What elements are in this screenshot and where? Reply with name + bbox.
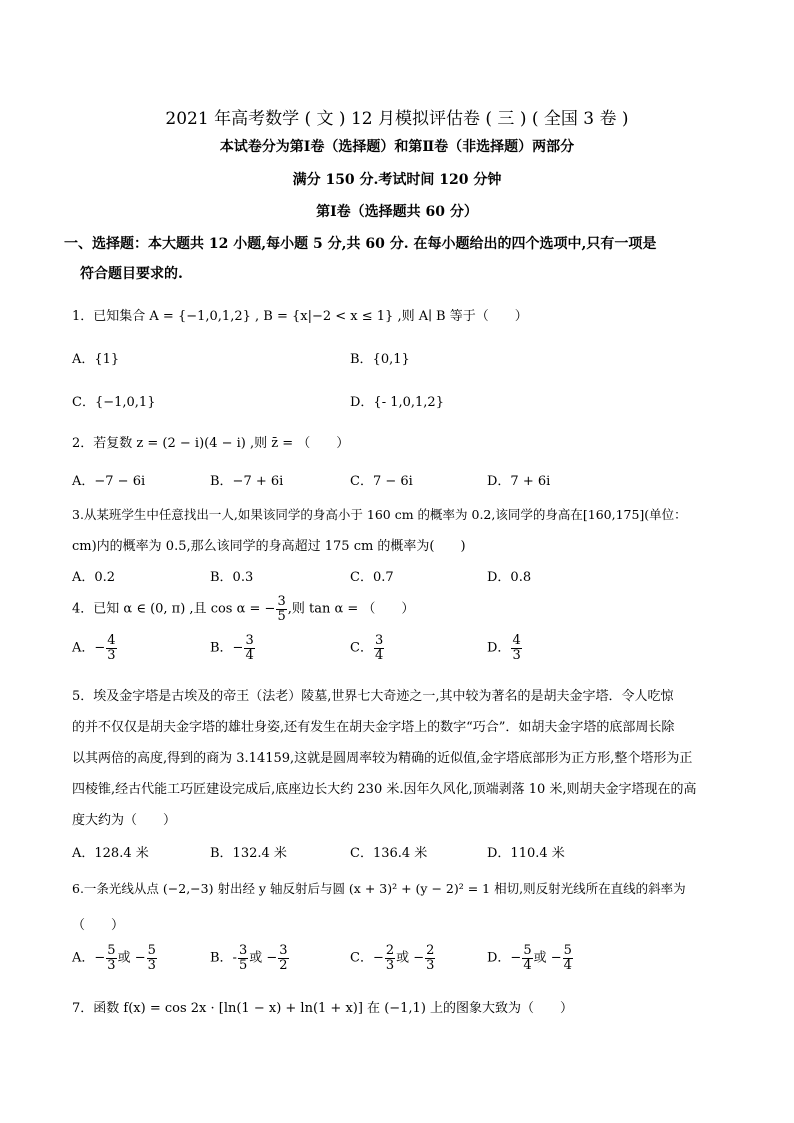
- q4-c-label: C．: [350, 640, 373, 656]
- q5-option-b: B．132.4 米: [210, 846, 287, 861]
- q3-option-d: D．0.8: [487, 570, 532, 585]
- q4-a-frac: [106, 634, 116, 662]
- q5-stem-line4: 四棱锥,经古代能工巧匠建设完成后,底座边长大约 230 米.因年久风化,顶端剥落 10 米,则胡夫金字塔现在的高: [72, 782, 697, 797]
- q1-option-b: B．{0,1}: [350, 352, 410, 367]
- q1-stem: 1．已知集合 A = {−1,0,1,2} , B = {x|−2 < x ≤ 1} ,则 A∣ B 等于（ ）: [72, 309, 528, 324]
- q4-frac-den: 5: [277, 608, 286, 624]
- q6-stem-line1: 6.一条光线从点 (−2,−3) 射出经 y 轴反射后与圆 (x + 3)² + (y − 2)² = 1 相切,则反射光线所在直线的斜率为: [72, 881, 686, 896]
- section-instructions-line2: 符合题目要求的.: [80, 266, 183, 282]
- q4-option-d: [487, 634, 523, 662]
- q5-stem-line2: 的并不仅仅是胡夫金字塔的雄壮身姿,还有发生在胡夫金字塔上的数字“巧合”．如胡夫金字塔的底部周长除: [72, 720, 675, 735]
- q6-c-n2: 2: [426, 943, 435, 958]
- q4-b-den: 4: [245, 647, 254, 663]
- q6-c-frac2: [425, 944, 435, 972]
- q4-stem: [72, 595, 414, 623]
- q3-option-a: A．0.2: [72, 570, 116, 585]
- q6-a-n2: 5: [147, 943, 156, 958]
- q6-c-d2: 3: [426, 957, 435, 973]
- q4-b-label: B．−: [210, 640, 244, 656]
- q2-stem: 2．若复数 z = (2 − i)(4 − i) ,则 z̄ = （ ）: [72, 436, 350, 451]
- q4-b-num: 3: [245, 633, 254, 648]
- q5-stem-line1: 5．埃及金字塔是古埃及的帝王（法老）陵墓,世界七大奇迹之一,其中较为著名的是胡夫金字塔．令人吃惊: [72, 689, 674, 704]
- q6-d-n1: 5: [523, 943, 532, 958]
- page-title: 2021 年高考数学 ( 文 ) 12 月模拟评估卷 ( 三 ) ( 全国 3 卷 ): [165, 109, 629, 129]
- q6-d-frac1: [522, 944, 532, 972]
- q6-b-frac2: [278, 944, 288, 972]
- q3-option-c: C．0.7: [350, 570, 394, 585]
- subtitle-part1: 第Ⅰ卷（选择题共 60 分）: [316, 204, 478, 220]
- q6-b-d1: 5: [238, 957, 248, 973]
- q6-d-mid: 或 −: [533, 950, 562, 966]
- q6-b-frac1: [238, 944, 248, 972]
- q6-c-n1: 2: [385, 943, 395, 958]
- q6-a-frac2: [147, 944, 157, 972]
- q4-d-label: D．: [487, 640, 511, 656]
- q6-option-a: [72, 944, 158, 972]
- q3-stem-line2: cm)内的概率为 0.5,那么该同学的身高超过 175 cm 的概率为( ): [72, 539, 466, 554]
- q6-a-mid: 或 −: [117, 950, 146, 966]
- q4-stem-post: ,则 tan α = （ ）: [287, 601, 415, 617]
- q6-d-d1: 4: [523, 957, 532, 973]
- q4-a-label: A．−: [72, 640, 106, 656]
- q6-b-n1: 3: [238, 943, 248, 958]
- q4-a-den: 3: [107, 647, 116, 663]
- subtitle-parts: 本试卷分为第Ⅰ卷（选择题）和第Ⅱ卷（非选择题）两部分: [219, 139, 575, 155]
- q6-b-n2: 3: [279, 943, 288, 958]
- q2-option-c: C．7 − 6i: [350, 474, 413, 489]
- q4-c-num: 3: [374, 633, 384, 648]
- q1-option-d: D．{- 1,0,1,2}: [350, 395, 444, 410]
- q6-b-pre: B．-: [210, 950, 237, 966]
- q2-option-a: A．−7 − 6i: [72, 474, 146, 489]
- q4-fraction: [276, 595, 286, 623]
- q4-stem-pre: 4．已知 α ∈ (0, π) ,且 cos α = −: [72, 601, 276, 617]
- q4-d-frac: [511, 634, 521, 662]
- q4-frac-num: 3: [277, 594, 286, 609]
- q6-b-d2: 2: [279, 957, 288, 973]
- q2-option-b: B．−7 + 6i: [210, 474, 284, 489]
- q4-option-a: [72, 634, 118, 662]
- q4-a-num: 4: [107, 633, 116, 648]
- q4-option-c: [350, 634, 385, 662]
- q5-stem-line5: 度大约为（ ）: [72, 813, 177, 828]
- q5-stem-line3: 以其两倍的高度,得到的商为 3.14159,这就是圆周率较为精确的近似值,金字塔底部形为正方形,整个塔形为正: [72, 751, 693, 766]
- q7-stem: 7．函数 f(x) = cos 2x · [ln(1 − x) + ln(1 + x)] 在 (−1,1) 上的图象大致为（ ）: [72, 1001, 574, 1016]
- q3-option-b: B．0.3: [210, 570, 254, 585]
- q6-a-pre: A．−: [72, 950, 106, 966]
- q6-c-frac1: [385, 944, 395, 972]
- q6-d-frac2: [563, 944, 573, 972]
- q1-option-a: A．{1}: [72, 352, 120, 367]
- q4-c-den: 4: [374, 647, 384, 663]
- q6-c-mid: 或 −: [396, 950, 425, 966]
- q6-option-c: [350, 944, 436, 972]
- q4-b-frac: [244, 634, 254, 662]
- q6-a-d1: 3: [107, 957, 116, 973]
- q6-a-n1: 5: [107, 943, 116, 958]
- q1-option-c: C．{−1,0,1}: [72, 395, 156, 410]
- subtitle-score-time: 满分 150 分.考试时间 120 分钟: [292, 172, 502, 188]
- q5-option-c: C．136.4 米: [350, 846, 428, 861]
- q6-d-pre: D．−: [487, 950, 522, 966]
- q6-d-n2: 5: [563, 943, 572, 958]
- q4-c-frac: [374, 634, 384, 662]
- q5-option-d: D．110.4 米: [487, 846, 565, 861]
- q6-a-frac1: [106, 944, 116, 972]
- q6-option-b: [210, 944, 290, 972]
- q3-stem-line1: 3.从某班学生中任意找出一人,如果该同学的身高小于 160 cm 的概率为 0.2,该同学的身高在[160,175](单位：: [72, 507, 687, 522]
- q2-option-d: D．7 + 6i: [487, 474, 551, 489]
- q4-option-b: [210, 634, 256, 662]
- q5-option-a: A．128.4 米: [72, 846, 149, 861]
- section-instructions-line1: 一、选择题：本大题共 12 小题,每小题 5 分,共 60 分. 在每小题给出的四个选项中,只有一项是: [64, 236, 657, 252]
- q6-c-d1: 3: [385, 957, 395, 973]
- q4-d-den: 3: [512, 647, 521, 663]
- q6-option-d: [487, 944, 574, 972]
- q6-b-mid: 或 −: [249, 950, 278, 966]
- q4-d-num: 4: [512, 633, 521, 648]
- q6-d-d2: 4: [563, 957, 572, 973]
- q6-a-d2: 3: [147, 957, 156, 973]
- q6-stem-line2: （ ）: [72, 918, 125, 933]
- q6-c-pre: C．−: [350, 950, 384, 966]
